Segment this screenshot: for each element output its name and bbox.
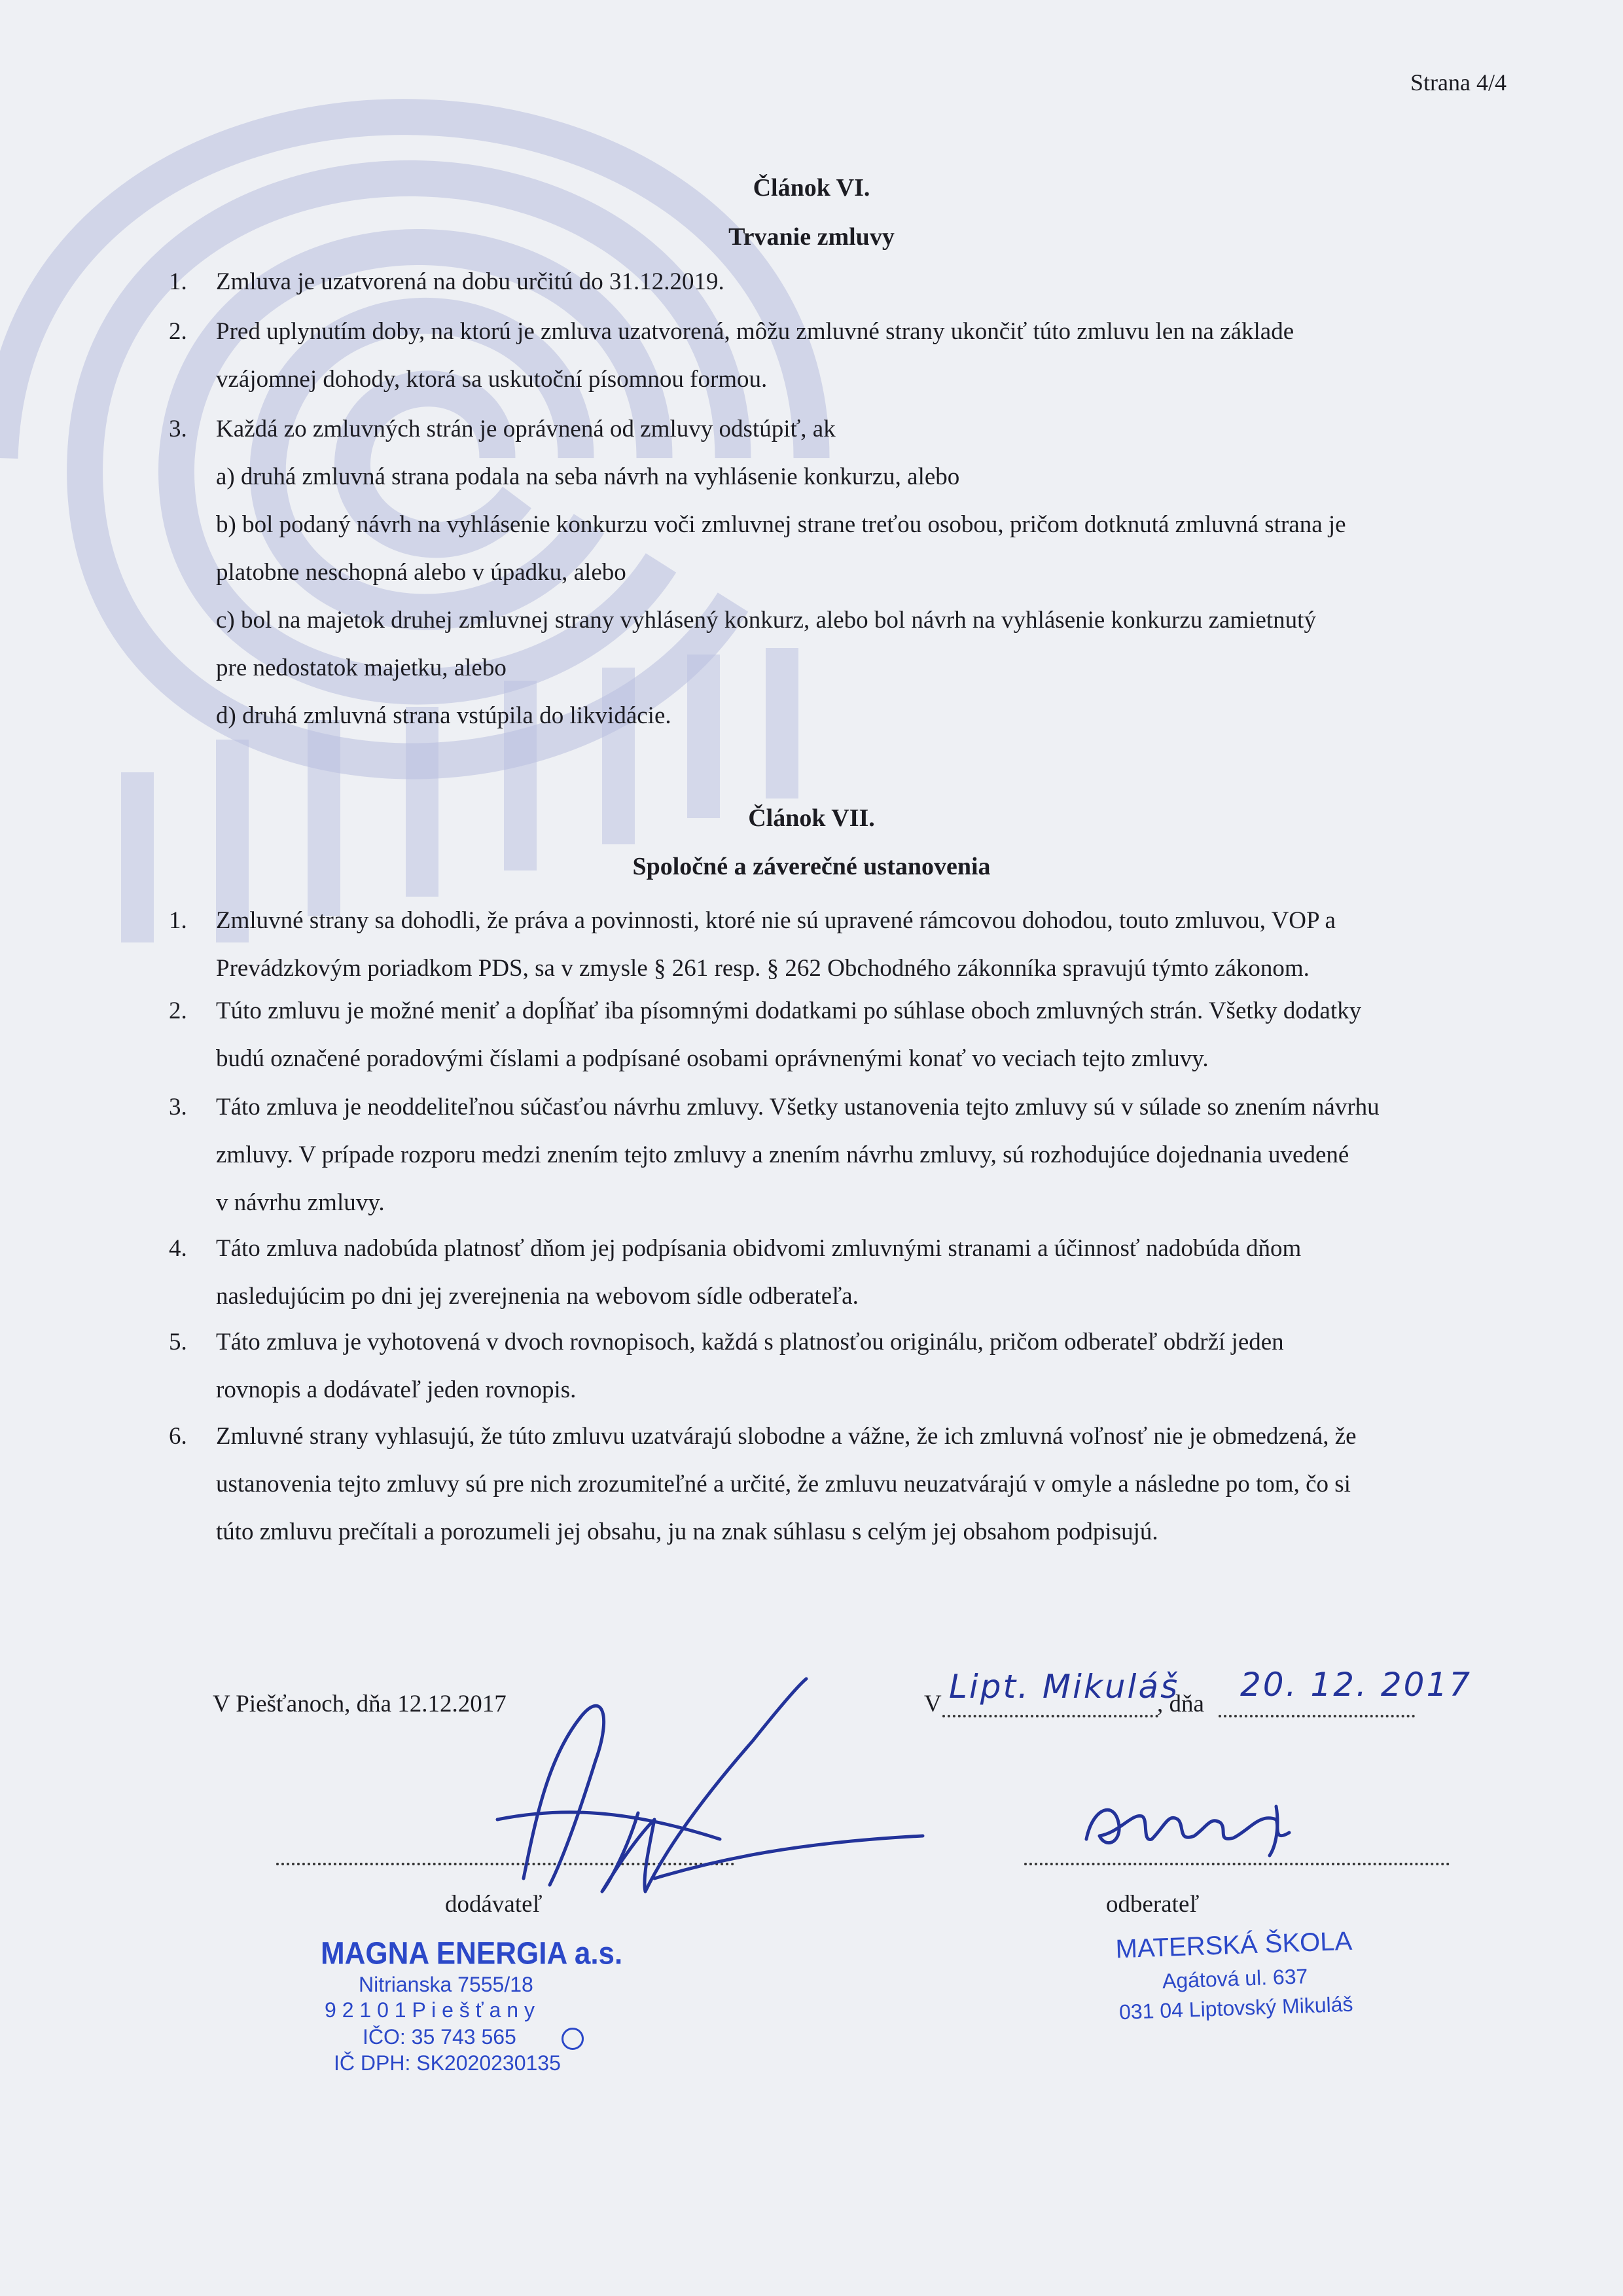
text-line: rovnopis a dodávateľ jeden rovnopis. — [216, 1376, 577, 1403]
article-6-item-1-number: 1. — [169, 268, 187, 295]
customer-signature-line — [1024, 1863, 1450, 1865]
sub-item-b: b) bol podaný návrh na vyhlásenie konkurzu voči zmluvnej strane treťou osobou, pričom dotknutá zmluvná strana je — [216, 511, 1346, 538]
text-line: Prevádzkovým poriadkom PDS, sa v zmysle § 261 resp. § 262 Obchodného zákonníka spravujú týmto zákonom. — [216, 955, 1310, 982]
article-7-item-1-number: 1. — [169, 907, 187, 934]
sub-item-c: c) bol na majetok druhej zmluvnej strany vyhlásený konkurz, alebo bol návrh na vyhlásenie konkurzu zamietnutý — [216, 607, 1316, 634]
article-6-item-3-number: 3. — [169, 416, 187, 442]
article-6-item-2-number: 2. — [169, 318, 187, 345]
supplier-company-stamp — [321, 1937, 622, 2075]
text-line: Táto zmluva je vyhotovená v dvoch rovnopisoch, každá s platnosťou originálu, pričom odberateľ obdrží jeden — [216, 1329, 1284, 1355]
stamp-dic: IČ DPH: SK2020230135 — [334, 2051, 561, 2075]
customer-place-handwritten: Lipt. Mikuláš — [949, 1668, 1180, 1706]
article-6-item-2-text — [216, 308, 1499, 403]
text-line: Každá zo zmluvných strán je oprávnená od zmluvy odstúpiť, ak — [216, 416, 836, 442]
text-line: vzájomnej dohody, ktorá sa uskutoční písomnou formou. — [216, 366, 768, 393]
customer-date-handwritten: 20. 12. 2017 — [1240, 1666, 1472, 1704]
text-line: Zmluva je uzatvorená na dobu určitú do 31.12.2019. — [216, 268, 724, 295]
supplier-handwritten-signature — [471, 1662, 942, 1905]
article-7-heading: Článok VII. — [748, 804, 875, 832]
supplier-role-label: dodávateľ — [445, 1891, 543, 1918]
customer-role-label: odberateľ — [1106, 1891, 1200, 1918]
stamp-street: Nitrianska 7555/18 — [359, 1973, 533, 1996]
stamp-school-name: MATERSKÁ ŠKOLA — [1115, 1926, 1353, 1964]
customer-handwritten-signature — [1080, 1787, 1302, 1859]
sub-item-b-continued: platobne neschopná alebo v úpadku, alebo — [216, 559, 626, 586]
article-7-item-1-text — [216, 897, 1499, 992]
stamp-ico: IČO: 35 743 565 — [363, 2025, 516, 2049]
article-7-item-4-text — [216, 1225, 1499, 1320]
customer-place-prefix: V — [924, 1691, 942, 1717]
customer-date-separator: , dňa — [1157, 1691, 1204, 1717]
article-6-item-3-text — [216, 405, 1499, 453]
text-line: zmluvy. V prípade rozporu medzi znením tejto zmluvy a znením návrhu zmluvy, sú rozhodujúce dojednania uvedené — [216, 1141, 1349, 1168]
article-6-heading: Článok VI. — [753, 174, 870, 202]
article-7-item-5-number: 5. — [169, 1329, 187, 1355]
article-7-item-3-text — [216, 1083, 1499, 1227]
stamp-city: 9 2 1 0 1 P i e š ť a n y — [325, 1998, 535, 2022]
text-line: Táto zmluva nadobúda platnosť dňom jej podpísania obidvomi zmluvnými stranami a účinnosť nadobúda dňom — [216, 1235, 1302, 1262]
sub-item-a: a) druhá zmluvná strana podala na seba návrh na vyhlásenie konkurzu, alebo — [216, 463, 960, 490]
text-line: Túto zmluvu je možné meniť a dopĺňať iba písomnými dodatkami po súhlase oboch zmluvných strán. Všetky dodatky — [216, 997, 1362, 1024]
stamp-city: 031 04 Liptovský Mikuláš — [1118, 1992, 1353, 2024]
text-line: Zmluvné strany vyhlasujú, že túto zmluvu uzatvárajú slobodne a vážne, že ich zmluvná voľnosť nie je obmedzená, že — [216, 1423, 1357, 1450]
text-line: nasledujúcim po dni jej zverejnenia na webovom sídle odberateľa. — [216, 1283, 859, 1310]
customer-date-line — [1219, 1715, 1415, 1717]
text-line: ustanovenia tejto zmluvy sú pre nich zrozumiteľné a určité, že zmluvu neuzatvárajú v omyle a následne po tom, čo si — [216, 1471, 1351, 1498]
stamp-seal-icon — [562, 2028, 584, 2050]
article-6-sub-items — [216, 453, 1499, 740]
article-7-item-6-number: 6. — [169, 1423, 187, 1450]
article-7-title: Spoločné a záverečné ustanovenia — [632, 853, 991, 880]
stamp-company-name: MAGNA ENERGIA a.s. — [321, 1935, 623, 1971]
article-7-item-2-text — [216, 987, 1499, 1083]
article-7-item-4-number: 4. — [169, 1235, 187, 1262]
page-number: Strana 4/4 — [1410, 69, 1507, 96]
customer-place-line — [942, 1715, 1158, 1717]
text-line: Zmluvné strany sa dohodli, že práva a povinnosti, ktoré nie sú upravené rámcovou dohodou, touto zmluvou, VOP a — [216, 907, 1336, 934]
article-7-item-5-text — [216, 1318, 1499, 1414]
stamp-street: Agátová ul. 637 — [1162, 1964, 1308, 1993]
text-line: túto zmluvu prečítali a porozumeli jej obsahu, ju na znak súhlasu s celým jej obsahom podpisujú. — [216, 1518, 1158, 1545]
article-7-item-6-text — [216, 1412, 1499, 1556]
text-line: v návrhu zmluvy. — [216, 1189, 385, 1216]
text-line: Táto zmluva je neoddeliteľnou súčasťou návrhu zmluvy. Všetky ustanovenia tejto zmluvy sú v súlade so znením návrhu — [216, 1094, 1380, 1121]
customer-school-stamp — [1093, 1926, 1378, 2026]
text-line: budú označené poradovými číslami a podpísané osobami oprávnenými konať vo veciach tejto zmluvy. — [216, 1045, 1209, 1072]
text-line: Pred uplynutím doby, na ktorú je zmluva uzatvorená, môžu zmluvné strany ukončiť túto zmluvu len na základe — [216, 318, 1294, 345]
article-7-item-2-number: 2. — [169, 997, 187, 1024]
sub-item-d: d) druhá zmluvná strana vstúpila do likvidácie. — [216, 702, 671, 729]
article-7-item-3-number: 3. — [169, 1094, 187, 1121]
article-6-title: Trvanie zmluvy — [728, 223, 895, 251]
supplier-place-date: V Piešťanoch, dňa 12.12.2017 — [213, 1691, 507, 1717]
article-6-item-1-text — [216, 258, 1499, 306]
sub-item-c-continued: pre nedostatok majetku, alebo — [216, 655, 507, 681]
